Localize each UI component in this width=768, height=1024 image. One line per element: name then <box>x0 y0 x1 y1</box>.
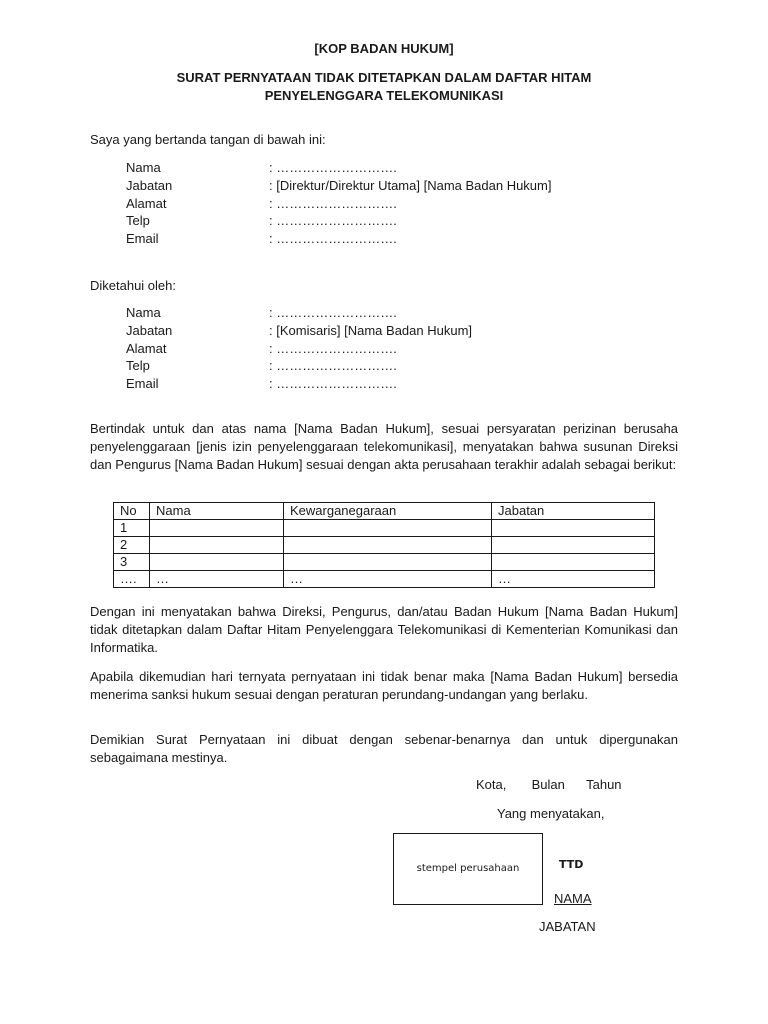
table-cell: …. <box>114 571 150 588</box>
table-cell: 1 <box>114 520 150 537</box>
witness-field-address <box>126 340 678 358</box>
signature-placeholder: TTD <box>559 858 584 871</box>
title-line-2: PENYELENGGARA TELEKOMUNIKASI <box>264 88 504 103</box>
table-cell <box>284 537 492 554</box>
stamp-label: stempel perusahaan <box>416 863 520 874</box>
field-label: Alamat <box>126 340 167 356</box>
table-cell <box>492 537 655 554</box>
table-cell: … <box>492 571 655 588</box>
table-cell <box>284 520 492 537</box>
field-label: Jabatan <box>126 177 173 193</box>
field-value: : ………………………. <box>269 195 397 211</box>
witness-field-email <box>126 375 678 393</box>
field-value: : ………………………. <box>269 213 397 229</box>
closing-paragraph: Demikian Surat Pernyataan ini dibuat dengan sebenar-benarnya dan untuk dipergunakan sebagaimana mestinya. <box>90 732 678 765</box>
table-header-no: No <box>114 503 150 520</box>
witness-field-phone <box>126 357 678 375</box>
table-cell: 2 <box>114 537 150 554</box>
table-cell <box>150 537 284 554</box>
title-line-1: SURAT PERNYATAAN TIDAK DITETAPKAN DALAM DAFTAR HITAM <box>176 70 592 85</box>
table-cell: … <box>150 571 284 588</box>
table-row <box>114 537 655 554</box>
letterhead-placeholder: [KOP BADAN HUKUM] <box>314 41 454 56</box>
witness-field-position <box>126 322 678 340</box>
signer-field-email <box>126 230 678 248</box>
field-value: : [Direktur/Direktur Utama] [Nama Badan Hukum] <box>269 177 552 193</box>
table-cell <box>150 554 284 571</box>
signer-field-phone <box>126 212 678 230</box>
table-cell: 3 <box>114 554 150 571</box>
field-value: : ………………………. <box>269 160 397 175</box>
signer-field-name <box>126 159 678 177</box>
signer-field-position <box>126 177 678 195</box>
field-value: : [Komisaris] [Nama Badan Hukum] <box>269 322 473 338</box>
witness-fields <box>126 304 678 393</box>
field-label: Telp <box>126 358 150 374</box>
table-row <box>114 554 655 571</box>
table-cell <box>150 520 284 537</box>
table-row <box>114 520 655 537</box>
declarer-label: Yang menyatakan, <box>497 806 605 821</box>
field-value: : ………………………. <box>269 305 397 320</box>
acknowledged-by-text: Diketahui oleh: <box>90 278 176 293</box>
field-label: Nama <box>126 305 161 320</box>
table-header-name: Nama <box>150 503 284 520</box>
field-label: Telp <box>126 213 150 229</box>
city-placeholder: Kota, <box>476 777 507 792</box>
table-cell: … <box>284 571 492 588</box>
table-row <box>114 571 655 588</box>
table-cell <box>284 554 492 571</box>
body-paragraph: Bertindak untuk dan atas nama [Nama Badan Hukum], sesuai persyaratan perizinan berusaha penyelenggaraan [jenis izin penyelenggaraan telekomunikasi], menyatakan bahwa susunan Direksi dan Pengurus [Nama Badan Hukum] sesuai dengan akta perusahaan terakhir adalah sebagai berikut: <box>90 421 678 472</box>
field-value: : ………………………. <box>269 358 397 374</box>
field-value: : ………………………. <box>269 340 397 356</box>
field-label: Email <box>126 376 159 392</box>
table-header-position: Jabatan <box>492 503 655 520</box>
table-cell <box>492 554 655 571</box>
signer-fields <box>126 159 678 248</box>
signer-position: JABATAN <box>539 919 596 934</box>
place-date <box>476 776 622 794</box>
table-cell <box>492 520 655 537</box>
company-stamp-box <box>393 833 543 905</box>
field-label: Jabatan <box>126 322 173 338</box>
signer-name: NAMA <box>554 891 592 906</box>
sanction-paragraph: Apabila dikemudian hari ternyata pernyataan ini tidak benar maka [Nama Badan Hukum] bersedia menerima sanksi hukum sesuai dengan peraturan perundang-undangan yang berlaku. <box>90 669 678 702</box>
intro-text: Saya yang bertanda tangan di bawah ini: <box>90 132 326 147</box>
year-placeholder: Tahun <box>586 777 622 792</box>
table-header-citizenship: Kewarganegaraan <box>284 503 492 520</box>
month-placeholder: Bulan <box>531 777 565 792</box>
board-members-table <box>113 502 655 588</box>
signer-field-address <box>126 195 678 213</box>
field-value: : ………………………. <box>269 376 397 392</box>
field-label: Alamat <box>126 195 167 211</box>
table-header-row <box>114 503 655 520</box>
statement-paragraph: Dengan ini menyatakan bahwa Direksi, Pengurus, dan/atau Badan Hukum [Nama Badan Hukum] tidak ditetapkan dalam Daftar Hitam Penyelenggara Telekomunikasi di Kementerian Komunikasi dan Informatika. <box>90 604 678 655</box>
document-title <box>90 69 678 105</box>
witness-field-name <box>126 304 678 322</box>
field-label: Nama <box>126 160 161 175</box>
field-label: Email <box>126 231 159 247</box>
field-value: : ………………………. <box>269 231 397 247</box>
